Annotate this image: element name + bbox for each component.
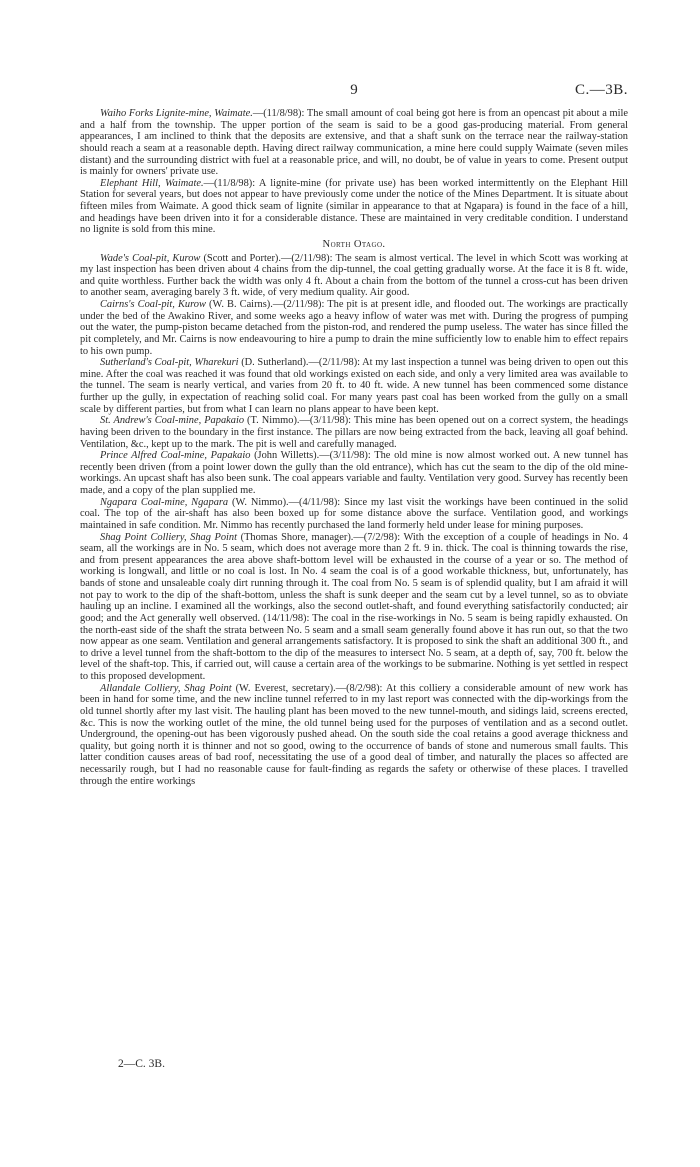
report-paragraph — [80, 683, 628, 788]
page-number: 9 — [350, 82, 358, 98]
report-text: (D. Sutherland).—(2/11/98): At my last inspection a tunnel was being driven to open out this mine. After the coal was reached it was found that old workings existed on each side, and only a very limited area was available to the tunnel. The seam is nearly vertical, and varies from 20 ft. to 40 ft. wide. A new tunnel has been commenced some distance further up the gully, in expectation of reaching solid coal. For many years past coal has been worked from the gully on a small scale by different parties, but from what I can learn no plans appear to have been kept. — [80, 357, 628, 415]
mine-title: Elephant Hill, Waimate. — [100, 177, 204, 189]
document-reference: C.—3B. — [574, 82, 628, 98]
report-text: —(11/8/98): A lignite-mine (for private use) has been worked intermittently on the Elephant Hill Station for several years, but does not appear to have previously come under the notice of the Mines Department. It is situate about fifteen miles from Waimate. A good thick seam of lignite (similar in appearance to that at Ngapara) is found in the face of a hill, and headings have been driven into it for a considerable distance. These are maintained in very creditable condition. I understand no lignite is sold from this mine. — [80, 177, 628, 236]
mine-title: Waiho Forks Lignite-mine, Waimate. — [100, 108, 253, 119]
mine-title: Shag Point Colliery, Shag Point — [100, 531, 238, 543]
page-signature: 2—C. 3B. — [118, 1058, 165, 1070]
report-text: (W. Nimmo).—(4/11/98): Since my last visit the workings have been continued in the solid coal. The top of the air-shaft has also been boxed up for some distance above the surface. Ventilation good, and workings maintained in safe condition. Mr. Nimmo has recently purchased the land formerly held under lease for mining purposes. — [80, 496, 629, 531]
report-text: (T. Nimmo).—(3/11/98): This mine has been opened out on a correct system, the headings having been driven to the boundary in the first instance. The pillars are now being extracted from the back, leaving all goaf behind. Ventilation, &c., kept up to the mark. The pit is well and carefully managed. — [80, 415, 628, 450]
mine-title: St. Andrew's Coal-mine, Papakaio — [100, 415, 245, 427]
report-paragraph — [80, 253, 628, 300]
report-paragraph — [80, 532, 628, 683]
mine-title: Sutherland's Coal-pit, Wharekuri — [100, 357, 239, 369]
report-paragraph — [80, 415, 628, 450]
report-text: (W. B. Cairns).—(2/11/98): The pit is at present idle, and flooded out. The workings are practically under the bed of the Awakino River, and some weeks ago a heavy inflow of water was met with. During the progress of pumping out the water, the pump-piston became detached from the piston-rod, and rendered the pump useless. The water has since filled the pit completely, and Mr. Cairns is now endeavouring to hire a pump to drain the mine sufficiently low to enable him to effect repairs to his own pump. — [80, 299, 628, 357]
mine-title: Wade's Coal-pit, Kurow — [100, 252, 201, 264]
mine-title: Allandale Colliery, Shag Point — [100, 682, 232, 694]
report-paragraph — [80, 178, 628, 236]
report-text: (John Willetts).—(3/11/98): The old mine is now almost worked out. A new tunnel has recently been driven (from a point lower down the gully than the old entrance), which has cut the seam to the dip of the old mine-workings. An upcast shaft has also been sunk. The coal appears variable and faulty. Ventilation very good. Survey has recently been made, and a copy of the plan supplied me. — [80, 450, 628, 496]
mine-title: Cairns's Coal-pit, Kurow — [100, 299, 206, 310]
section-heading: North Otago. — [322, 238, 386, 250]
page-header — [80, 82, 628, 102]
report-text: (Thomas Shore, manager).—(7/2/98): With the exception of a couple of headings in No. 4 seam, all the workings are in No. 5 seam, which does not average more than 2 ft. 9 in. thick. The coal is thinning towards the rise, and from present appearances the area above shaft-bottom level will be exhausted in the course of a year or so. The method of working is longwall, and little or no coal is lost. In No. 4 seam the coal is of a good workable thickness, but, unfortunately, has bands of stone and unsaleable coaly dirt running through it. The coal from No. 5 seam is of splendid quality, but I am afraid it will not pay to work to the dip of the shaft-bottom, unless the shaft is sunk deeper and the seam cut by a level tunnel, so as to obviate hauling up an incline. I examined all the workings, also the second outlet-shaft, and found everything satisfactorily conducted; air good; and the Act generally well observed. (14/11/98): The coal in the rise-workings in No. 5 seam is being rapidly exhausted. On the north-east side of the shaft the strata between No. 5 seam and a small seam generally found above it has run out, so that the two now appear as one seam. Ventilation and general arrangements satisfactory. It is proposed to sink the shaft an additional 300 ft., and to drive a level tunnel from the shaft-bottom to the dip of the measures to intersect No. 5 seam, at a depth of, say, 700 ft. below the level of the shaft-top. This, if carried out, will cause a certain area of the workings to be submarine. Nothing is yet settled in respect to this proposed development. — [80, 531, 628, 682]
report-paragraph — [80, 497, 628, 532]
mine-title: Ngapara Coal-mine, Ngapara — [100, 496, 229, 508]
report-paragraph — [80, 299, 628, 357]
report-text: (Scott and Porter).—(2/11/98): The seam is almost vertical. The level in which Scott was working at my last inspection has been driven about 4 chains from the dip-tunnel, the coal getting gradually worse. At the face it is 8 ft. wide, and quite worthless. Further back the width was only 4 ft. About a chain from the bottom of the tunnel a cross-cut has been driven to another seam, averaging barely 3 ft. wide, of very medium quality. Air good. — [80, 252, 628, 299]
report-text: —(11/8/98): The small amount of coal being got here is from an opencast pit about a mile and a half from the township. The upper portion of the seam is said to be a good gas-producing material. From general appearances, I am inclined to think that the deposits are extensive, and that a shaft sunk on the terrace near the railway-station should reach a seam at a reasonable depth. Having direct railway communication, a mine here could supply Waimate (seven miles distant) and the surrounding district with fuel at a reasonable price, and will, no doubt, be of value in years to come. Present output is mainly for owners' private use. — [80, 108, 628, 178]
document-body — [80, 108, 628, 787]
report-text: (W. Everest, secretary).—(8/2/98): At this colliery a considerable amount of new work has been in hand for some time, and the new incline tunnel referred to in my last report was connected with the dip-workings from the old tunnel shortly after my last visit. The hauling plant has been moved to the new tunnel-mouth, and sidings laid, screens erected, &c. This is now the working outlet of the mine, the old tunnel being used for the purposes of ventilation and as a second outlet. Underground, the opening-out has been vigorously pushed ahead. On the south side the coal retains a good average thickness and quality, but going north it is thinner and not so good, owing to the occurrence of bands of stone and numerous small faults. This latter condition causes areas of bad roof, necessitating the use of a good deal of timber, and naturally the places so affected are necessarily rough, but I had no reasonable cause for fault-finding as regards the safety or otherwise of these places. I travelled through the entire workings — [80, 682, 628, 787]
mine-title: Prince Alfred Coal-mine, Papakaio — [100, 450, 251, 462]
report-paragraph — [80, 108, 628, 178]
report-paragraph — [80, 357, 628, 415]
report-paragraph — [80, 450, 628, 497]
